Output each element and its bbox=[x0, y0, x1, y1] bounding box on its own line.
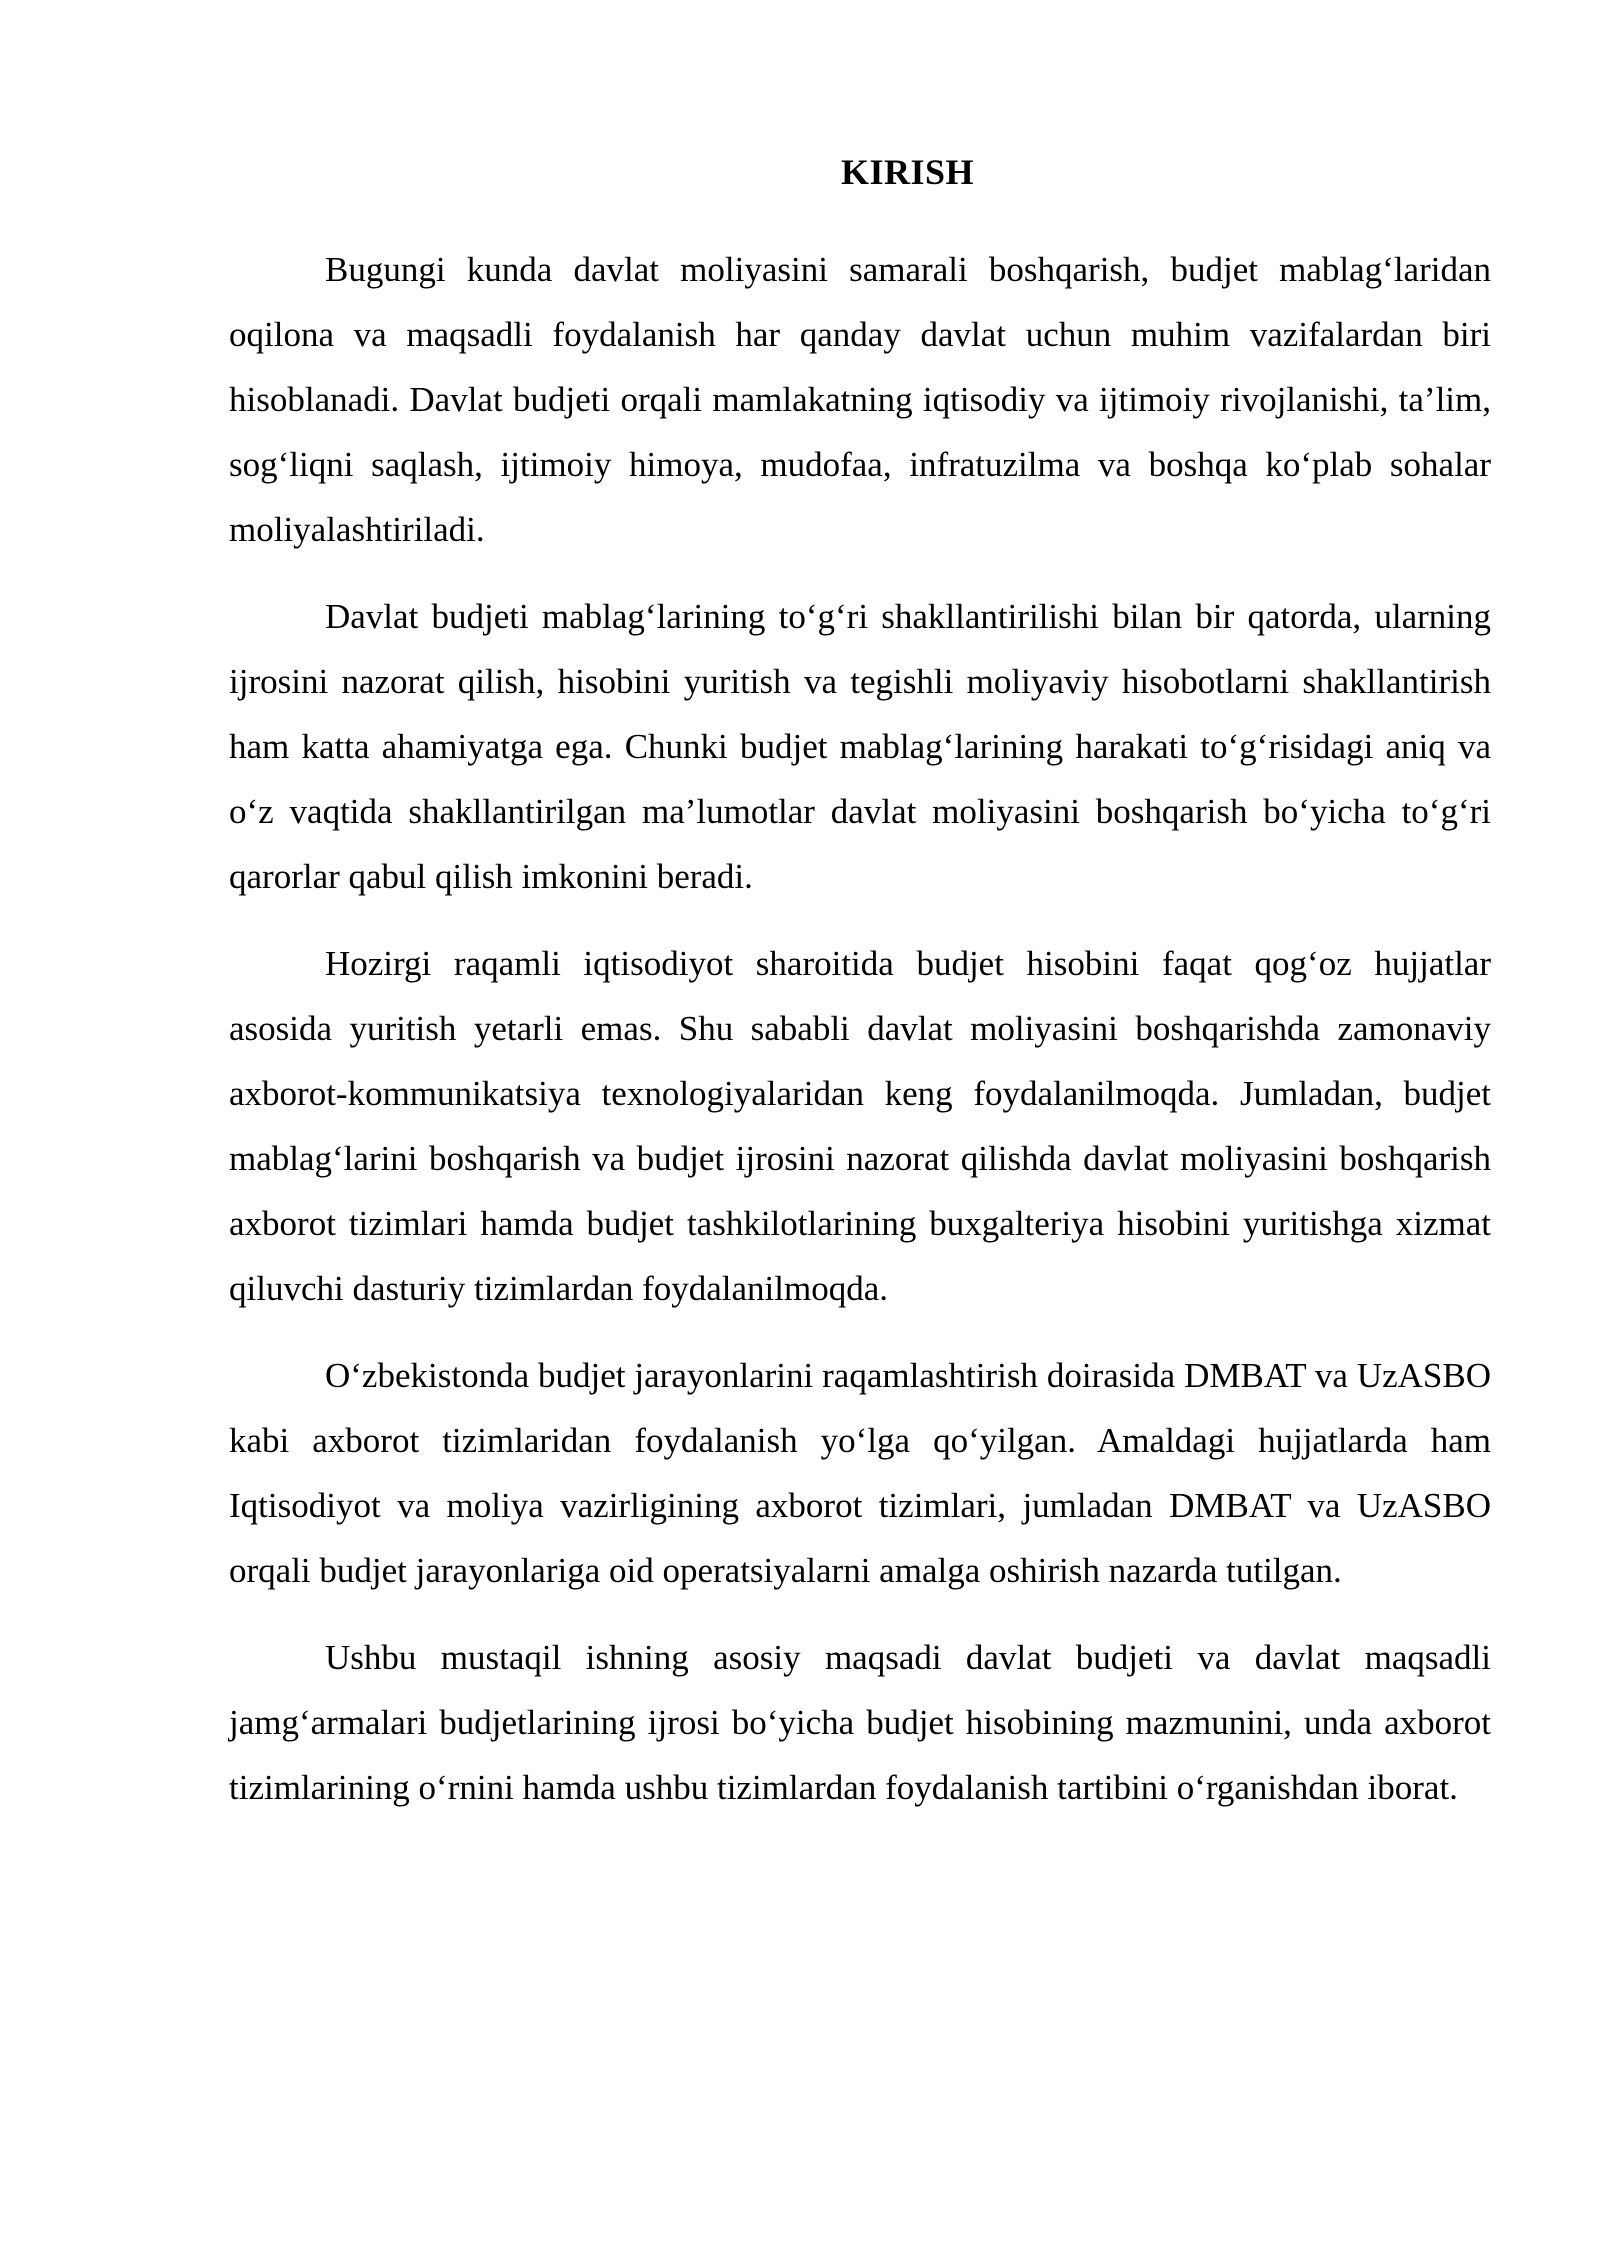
paragraph: Ushbu mustaqil ishning asosiy maqsadi davlat budjeti va davlat maqsadli jamg‘armalari budjetlarining ijrosi bo‘yicha budjet hisobining mazmunini, unda axborot tizimlarining o‘rnini hamda ushbu tizimlardan foydalanish tartibini o‘rganishdan iborat. bbox=[229, 1638, 1491, 1807]
paragraph: Davlat budjeti mablag‘larining to‘g‘ri shakllantirilishi bilan bir qatorda, ularning ijrosini nazorat qilish, hisobini yuritish va tegishli moliyaviy hisobotlarni shakllantirish ham katta ahamiyatga ega. Chunki budjet mablag‘larining harakati to‘g‘risidagi aniq va o‘z vaqtida shakllantirilgan ma’lumotlar davlat moliyasini boshqarish bo‘yicha to‘g‘ri qarorlar qabul qilish imkonini beradi. bbox=[229, 597, 1491, 896]
paragraph: Bugungi kunda davlat moliyasini samarali boshqarish, budjet mablag‘laridan oqilona va maqsadli foydalanish har qanday davlat uchun muhim vazifalardan biri hisoblanadi. Davlat budjeti orqali mamlakatning iqtisodiy va ijtimoiy rivojlanishi, ta’lim, sog‘liqni saqlash, ijtimoiy himoya, mudofaa, infratuzilma va boshqa ko‘plab sohalar moliyalashtiriladi. bbox=[229, 250, 1491, 549]
paragraph: O‘zbekistonda budjet jarayonlarini raqamlashtirish doirasida DMBAT va UzASBO kabi axborot tizimlaridan foydalanish yo‘lga qo‘yilgan. Amaldagi hujjatlarda ham Iqtisodiyot va moliya vazirligining axborot tizimlari, jumladan DMBAT va UzASBO orqali budjet jarayonlariga oid operatsiyalarni amalga oshirish nazarda tutilgan. bbox=[229, 1356, 1491, 1590]
body-text bbox=[229, 237, 1491, 1842]
section-heading: KIRISH bbox=[840, 152, 975, 192]
paragraph: Hozirgi raqamli iqtisodiyot sharoitida budjet hisobini faqat qog‘oz hujjatlar asosida yuritish yetarli emas. Shu sababli davlat moliyasini boshqarishda zamonaviy axborot-kommunikatsiya texnologiyalaridan keng foydalanilmoqda. Jumladan, budjet mablag‘larini boshqarish va budjet ijrosini nazorat qilishda davlat moliyasini boshqarish axborot tizimlari hamda budjet tashkilotlarining buxgalteriya hisobini yuritishga xizmat qiluvchi dasturiy tizimlardan foydalanilmoqda. bbox=[229, 944, 1491, 1308]
